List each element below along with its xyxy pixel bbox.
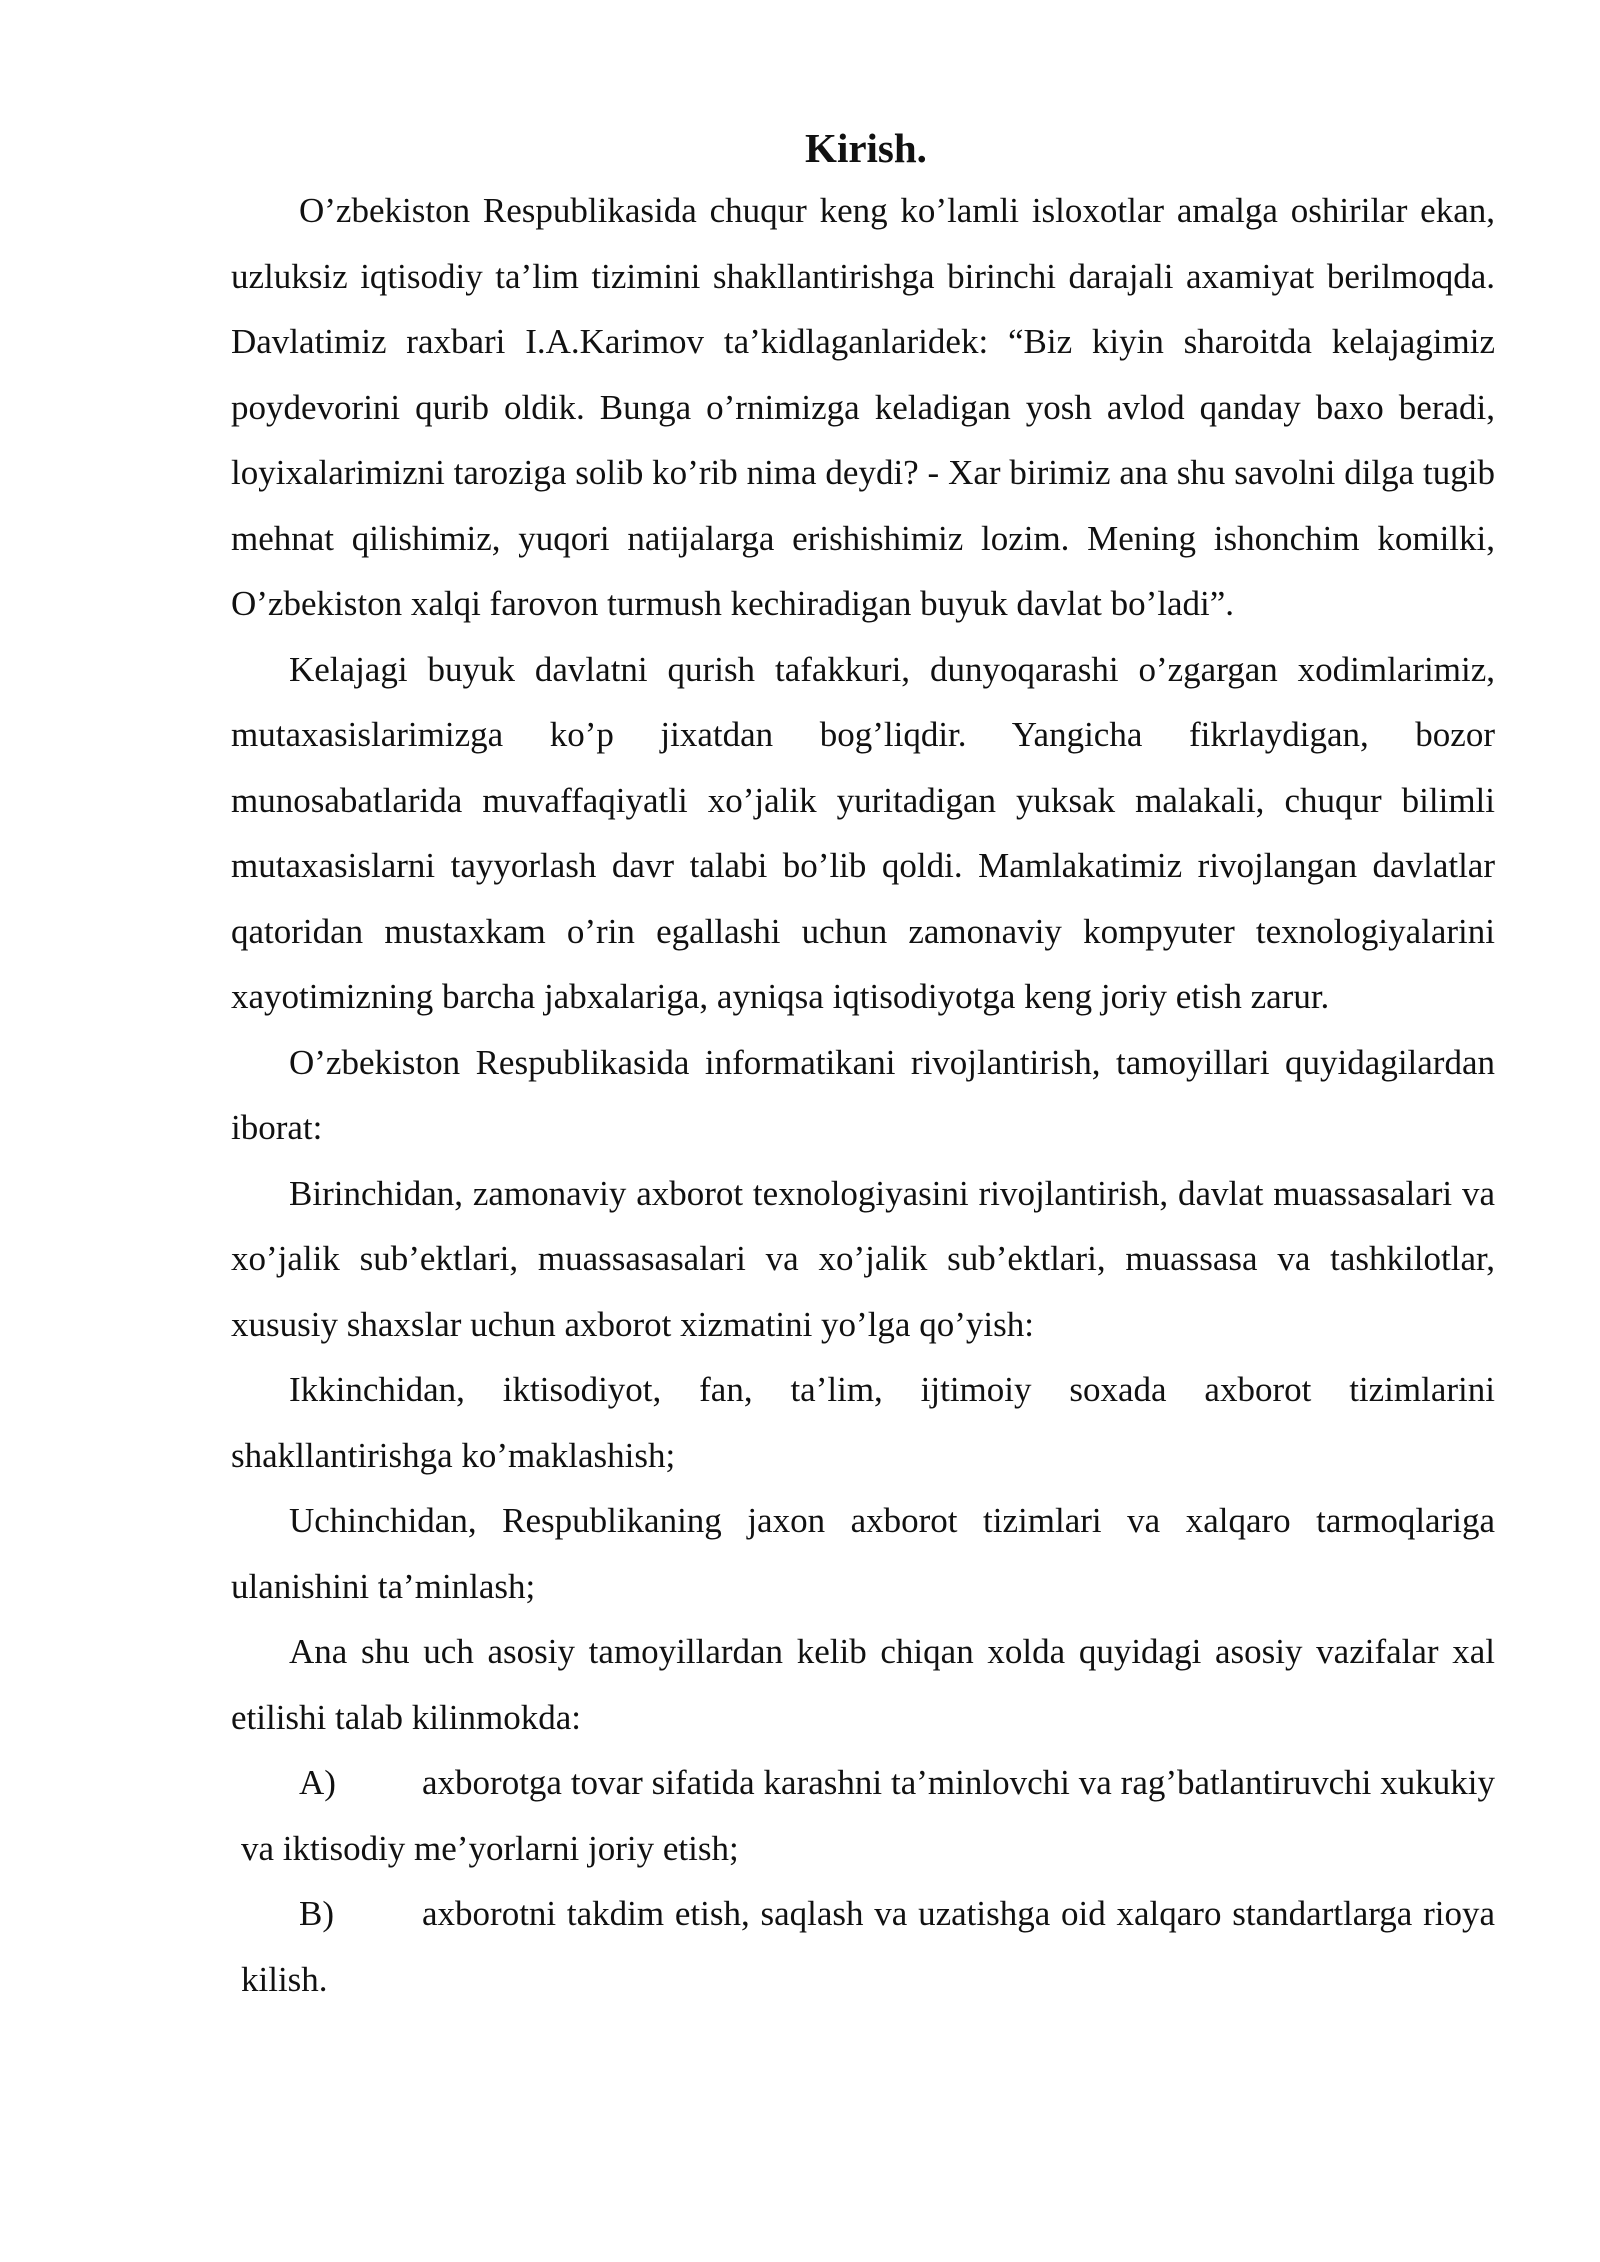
document-title: Kirish. [805,125,927,171]
document-page [231,118,1495,2012]
paragraph-introduction: O’zbekiston Respublikasida chuqur keng ko’lamli isloxotlar amalga oshirilar ekan, uzluksiz iqtisodiy ta’lim tizimini shakllantirishga birinchi darajali axamiyat berilmoqda. Davlatimiz raxbari I.A.Karimov ta’kidlaganlaridek: “Biz kiyin sharoitda kelajagimiz poydevorini qurib oldik. Bunga o’rnimizga keladigan yosh avlod qanday baxo beradi, loyixalarimizni taroziga solib ko’rib nima deydi? - Xar birimiz ana shu savolni dilga tugib mehnat qilishimiz, yuqori natijalarga erishishimiz lozim. Mening ishonchim komilki, O’zbekiston xalqi farovon turmush kechiradigan buyuk davlat bo’ladi”. [231,191,1495,623]
paragraph-third-principle: Uchinchidan, Respublikaning jaxon axborot tizimlari va xalqaro tarmoqlariga ulanishini ta’minlash; [231,1501,1495,1606]
list-item [231,1881,1495,2012]
list-item-text: axborotga tovar sifatida karashni ta’minlovchi va rag’batlantiruvchi xukukiy va iktisodiy me’yorlarni joriy etish; [241,1763,1495,1868]
paragraph-first-principle: Birinchidan, zamonaviy axborot texnologiyasini rivojlantirish, davlat muassasalari va xo’jalik sub’ektlari, muassasasalari va xo’jalik sub’ektlari, muassasa va tashkilotlar, xususiy shaxslar uchun axborot xizmatini yo’lga qo’yish: [231,1173,1495,1344]
list-item [231,1750,1495,1881]
paragraph-second-principle: Ikkinchidan, iktisodiyot, fan, ta’lim, ijtimoiy soxada axborot tizimlarini shakllantirishga ko’maklashish; [231,1370,1495,1475]
list-marker: B) [299,1894,334,1933]
list-marker: A) [299,1763,336,1802]
list-item-text: axborotni takdim etish, saqlash va uzatishga oid xalqaro standartlarga rioya kilish. [241,1894,1495,1999]
paragraph-tasks-intro: Ana shu uch asosiy tamoyillardan kelib chiqan xolda quyidagi asosiy vazifalar xal etilishi talab kilinmokda: [231,1632,1495,1737]
paragraph-principles-intro: O’zbekiston Respublikasida informatikani rivojlantirish, tamoyillari quyidagilardan iborat: [231,1042,1495,1147]
paragraph-future-state: Kelajagi buyuk davlatni qurish tafakkuri, dunyoqarashi o’zgargan xodimlarimiz, mutaxasislarimizga ko’p jixatdan bog’liqdir. Yangicha fikrlaydigan, bozor munosabatlarida muvaffaqiyatli xo’jalik yuritadigan yuksak malakali, chuqur bilimli mutaxasislarni tayyorlash davr talabi bo’lib qoldi. Mamlakatimiz rivojlangan davlatlar qatoridan mustaxkam o’rin egallashi uchun zamonaviy kompyuter texnologiyalarini xayotimizning barcha jabxalariga, ayniqsa iqtisodiyotga keng joriy etish zarur. [231,649,1495,1016]
